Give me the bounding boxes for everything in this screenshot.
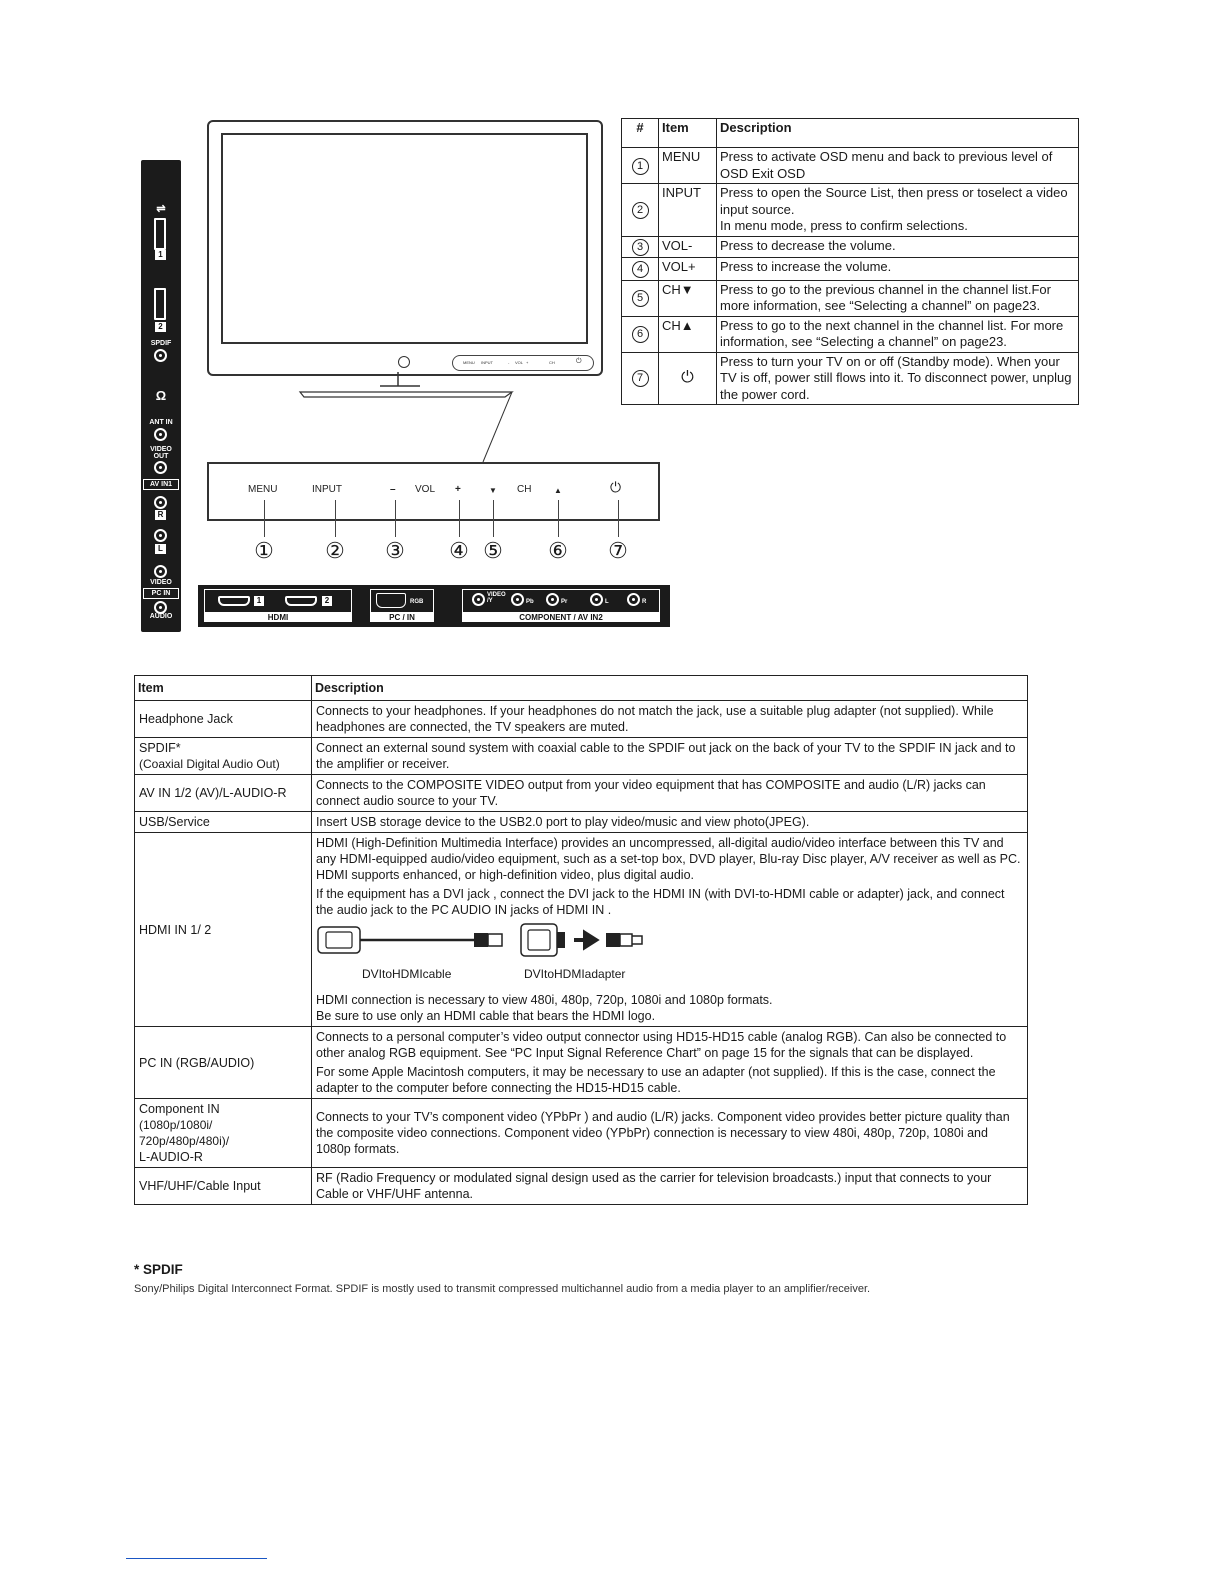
- usb-number-1: 1: [155, 250, 166, 260]
- row-number: 4: [632, 261, 649, 278]
- row-description: Press to increase the volume.: [717, 257, 1079, 280]
- hdmi-number-2: 2: [322, 596, 332, 606]
- row-item: Headphone Jack: [135, 701, 312, 738]
- row-description-line: In menu mode, press to confirm selections.: [720, 218, 968, 233]
- row-item: VOL+: [659, 257, 717, 280]
- item-line: Component IN: [139, 1102, 220, 1116]
- pr-label: Pr: [561, 599, 568, 605]
- hdmi-logo-label: HDMI: [204, 613, 352, 622]
- row-description: Press to decrease the volume.: [717, 236, 1079, 257]
- hdmi-port-2: [285, 596, 317, 606]
- row-description: Connect an external sound system with coaxial cable to the SPDIF out jack on the back of your TV to the SPDIF IN jack and to the amplifier or receiver.: [312, 738, 1028, 775]
- item-line: (1080p/1080i/: [139, 1118, 213, 1132]
- audio-label: AUDIO: [149, 613, 173, 620]
- strip-power-icon: ⏻: [576, 358, 582, 365]
- pc-paragraph-2: For some Apple Macintosh computers, it may be necessary to use an adapter (not supplied). If this is the case, connect the adapter to the computer before connecting the HD15-HD15 cable.: [316, 1065, 996, 1095]
- row-description: Press to go to the next channel in the channel list. For more information, see “Selecting a channel” on page23.: [717, 316, 1079, 352]
- row-item: VHF/UHF/Cable Input: [135, 1168, 312, 1205]
- video-jack: [154, 565, 167, 578]
- video-y-label: VIDEO /Y: [487, 592, 506, 604]
- pc-in-label: PC / IN: [370, 613, 434, 622]
- rgb-label: RGB: [410, 599, 424, 605]
- strip-input: INPUT: [481, 360, 493, 365]
- table-row: [622, 236, 1079, 257]
- callout-3: ③: [385, 538, 405, 563]
- ant-in-jack: [154, 428, 167, 441]
- row-description: Connects to the COMPOSITE VIDEO output from your video equipment that has COMPOSITE and audio (L/R) jacks can connect audio source to your TV.: [312, 775, 1028, 812]
- header-item: Item: [135, 676, 312, 701]
- table-row: [135, 1027, 1028, 1099]
- row-item: VOL-: [659, 236, 717, 257]
- row-description-line: Press to open the Source List, then press or toselect a video input source.: [720, 185, 1068, 217]
- table-row: [622, 316, 1079, 352]
- audio-r-label: R: [155, 510, 166, 520]
- l-label: L: [605, 599, 609, 605]
- row-item: [135, 1099, 312, 1168]
- row-item: MENU: [659, 148, 717, 184]
- leader-line-4: [459, 500, 460, 537]
- row-number: 6: [632, 326, 649, 343]
- table-row: [622, 280, 1079, 316]
- usb-port-1: [154, 218, 166, 250]
- row-number: 2: [632, 202, 649, 219]
- row-item: CH▼: [659, 280, 717, 316]
- usb-icon: ⇌: [156, 203, 166, 215]
- r-label: R: [642, 599, 647, 605]
- pc-in-label: PC IN: [143, 588, 179, 599]
- panel-label-ch: CH: [517, 484, 532, 495]
- table-row: [622, 352, 1079, 405]
- panel-label-ch-down: ▼: [489, 486, 497, 495]
- table-row: [135, 701, 1028, 738]
- callout-6: ⑥: [548, 538, 568, 563]
- row-item: CH▲: [659, 316, 717, 352]
- row-item: PC IN (RGB/AUDIO): [135, 1027, 312, 1099]
- panel-label-vol: VOL: [415, 484, 436, 495]
- table-row: [135, 1168, 1028, 1205]
- av-in1-label: AV IN1: [143, 479, 179, 490]
- row-description: [717, 184, 1079, 237]
- header-description: Description: [312, 676, 1028, 701]
- panel-label-minus: –: [390, 484, 396, 495]
- row-description: Insert USB storage device to the USB2.0 port to play video/music and view photo(JPEG).: [312, 812, 1028, 833]
- row-item: USB/Service: [135, 812, 312, 833]
- row-item: INPUT: [659, 184, 717, 237]
- hdmi-paragraph-2: If the equipment has a DVI jack , connect the DVI jack to the HDMI IN (with DVI-to-HDMI cable or adapter) jack, and connect the audio jack to the PC AUDIO IN jacks of HDMI IN .: [316, 887, 1005, 917]
- footnote-text: Sony/Philips Digital Interconnect Format. SPDIF is mostly used to transmit compressed multichannel audio from a media player to an amplifier/receiver.: [134, 1283, 871, 1295]
- header-description: Description: [717, 119, 1079, 148]
- table-row: [622, 148, 1079, 184]
- row-description: [312, 833, 1028, 1027]
- pb-label: Pb: [526, 599, 534, 605]
- hdmi-paragraph-1: HDMI (High-Definition Multimedia Interface) provides an uncompressed, all-digital audio/video interface between this TV and any HDMI-equipped audio/video equipment, such as a set-top box, DVD player, Blu-ray Disc player, A/V receiver as well as PC. HDMI supports enhanced, or high-definition video, plus digital audio.: [316, 836, 1021, 882]
- dvi-hdmi-diagram: [316, 922, 1023, 992]
- ant-in-label: ANT IN: [149, 419, 173, 426]
- callout-4: ④: [449, 538, 469, 563]
- spdif-label: SPDIF: [150, 340, 172, 347]
- panel-label-menu: MENU: [248, 484, 278, 495]
- item-line: L-AUDIO-R: [139, 1150, 203, 1164]
- leader-line-5: [493, 500, 494, 537]
- footer-rule: [126, 1558, 267, 1559]
- tv-logo-icon: [398, 356, 410, 368]
- button-description-table: [621, 118, 1079, 405]
- pb-jack: [511, 593, 524, 606]
- hdmi-number-1: 1: [254, 596, 264, 606]
- audio-l-jack: [154, 529, 167, 542]
- audio-l-jack: [590, 593, 603, 606]
- row-description: RF (Radio Frequency or modulated signal design used as the carrier for television broadcasts.) input that connects to your Cable or VHF/UHF antenna.: [312, 1168, 1028, 1205]
- header-number: #: [622, 119, 659, 148]
- leader-line-2: [335, 500, 336, 537]
- row-number: 1: [632, 158, 649, 175]
- table-row: [135, 775, 1028, 812]
- row-item: AV IN 1/2 (AV)/L-AUDIO-R: [135, 775, 312, 812]
- row-description: Press to activate OSD menu and back to previous level of OSD Exit OSD: [717, 148, 1079, 184]
- item-line: (Coaxial Digital Audio Out): [139, 757, 280, 771]
- panel-label-input: INPUT: [312, 484, 342, 495]
- hdmi-port-1: [218, 596, 250, 606]
- table-row: [622, 184, 1079, 237]
- table-row: [135, 1099, 1028, 1168]
- dvi-cable-adapter-icon: [316, 922, 676, 962]
- usb-port-2: [154, 288, 166, 320]
- leader-line-1: [264, 500, 265, 537]
- leader-line-6: [558, 500, 559, 537]
- tv-screen: [221, 133, 588, 344]
- callout-5: ⑤: [483, 538, 503, 563]
- strip-minus: -: [508, 360, 510, 365]
- tv-control-strip: [452, 355, 594, 371]
- table-row: [135, 833, 1028, 1027]
- row-description: Connects to your headphones. If your headphones do not match the jack, use a suitable plug adapter (not supplied). While headphones are connected, the TV speakers are muted.: [312, 701, 1028, 738]
- rear-connector-panel: [198, 585, 670, 627]
- table-header-row: [622, 119, 1079, 148]
- dvi-adapter-caption: DVItoHDMIadapter: [524, 967, 626, 981]
- strip-vol: VOL: [515, 360, 524, 365]
- power-icon: ⏻: [659, 352, 717, 405]
- video-y-jack: [472, 593, 485, 606]
- table-row: [622, 257, 1079, 280]
- panel-label-plus: +: [455, 484, 461, 495]
- table-row: [135, 738, 1028, 775]
- strip-ch: CH: [549, 360, 555, 365]
- connection-jacks-table: [134, 675, 1028, 1205]
- tv-stand-and-pointer: [280, 370, 520, 465]
- panel-power-icon: ⏻: [610, 479, 622, 495]
- leader-line-3: [395, 500, 396, 537]
- row-number: 3: [632, 239, 649, 256]
- side-connector-panel: [141, 160, 181, 632]
- row-item: HDMI IN 1/ 2: [135, 833, 312, 1027]
- panel-label-ch-up: ▲: [554, 486, 562, 495]
- strip-plus: +: [526, 360, 529, 365]
- headphone-icon: Ω: [155, 388, 167, 403]
- video-out-jack: [154, 461, 167, 474]
- vga-port: [376, 593, 406, 608]
- table-row: [135, 812, 1028, 833]
- hdmi-paragraph-4: Be sure to use only an HDMI cable that bears the HDMI logo.: [316, 1009, 656, 1023]
- audio-r-jack: [627, 593, 640, 606]
- hdmi-paragraph-3: HDMI connection is necessary to view 480i, 480p, 720p, 1080i and 1080p formats.: [316, 993, 773, 1007]
- leader-line-7: [618, 500, 619, 537]
- row-description: Press to turn your TV on or off (Standby mode). When your TV is off, power still flows into it. To disconnect power, unplug the power cord.: [717, 352, 1079, 405]
- audio-l-label: L: [155, 544, 166, 554]
- pr-jack: [546, 593, 559, 606]
- table-header-row: [135, 676, 1028, 701]
- dvi-cable-caption: DVItoHDMIcable: [362, 967, 452, 981]
- video-out-label: VIDEO OUT: [150, 446, 172, 460]
- video-label: VIDEO: [150, 579, 172, 586]
- pc-paragraph-1: Connects to a personal computer’s video output connector using HD15-HD15 cable (analog RGB). Can also be connected to other analog RGB equipment. See “PC Input Signal Reference Chart” on page 15 for the signals that can be displayed.: [316, 1030, 1007, 1060]
- component-label: COMPONENT / AV IN2: [462, 613, 660, 622]
- row-item: [135, 738, 312, 775]
- item-line: 720p/480p/480i)/: [139, 1134, 230, 1148]
- row-number: 5: [632, 290, 649, 307]
- spdif-jack: [154, 349, 167, 362]
- row-description: Press to go to the previous channel in the channel list.For more information, see “Selecting a channel” on page23.: [717, 280, 1079, 316]
- audio-r-jack: [154, 496, 167, 509]
- callout-1: ①: [254, 538, 274, 563]
- header-item: Item: [659, 119, 717, 148]
- item-line: SPDIF*: [139, 741, 181, 755]
- row-description: [312, 1027, 1028, 1099]
- strip-menu: MENU: [463, 360, 475, 365]
- usb-number-2: 2: [155, 322, 166, 332]
- row-description: Connects to your TV’s component video (YPbPr ) and audio (L/R) jacks. Component video provides better picture quality than the composite video connections. Component video (YPbPr) connection is necessary to view 480i, 480p, 720p, 1080i and 1080p formats.: [312, 1099, 1028, 1168]
- row-number: 7: [632, 370, 649, 387]
- callout-2: ②: [325, 538, 345, 563]
- callout-7: ⑦: [608, 538, 628, 563]
- footnote-title: * SPDIF: [134, 1262, 183, 1277]
